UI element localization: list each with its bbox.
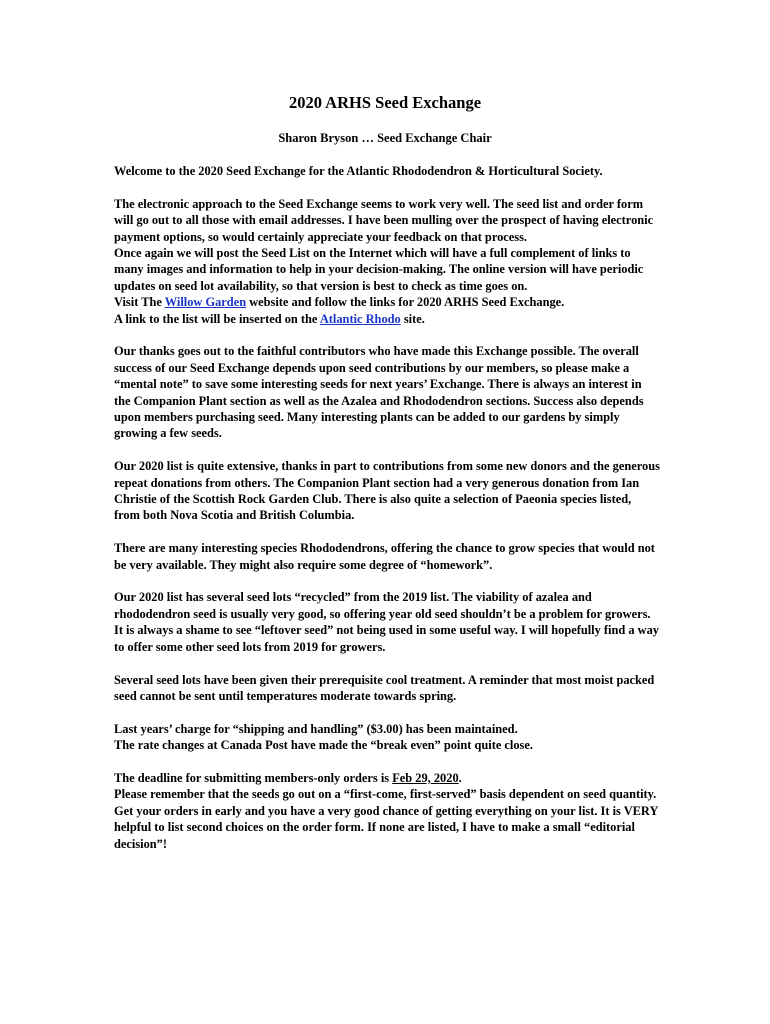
link-suffix: site. — [400, 311, 425, 326]
visit-suffix: website and follow the links for 2020 ARHS Seed Exchange. — [246, 295, 565, 310]
visit-prefix: Visit The — [114, 295, 165, 310]
thanks-paragraph: Our thanks goes out to the faithful contributors who have made this Exchange possible. The overall success of our Seed Exchange depends upon seed contributions by our members, so please make a “mental note” to save some interesting seeds for next years’ Exchange. There is always an interest in the Companion Plant section as well as the Azalea and Rhododendron sections. Success also depends upon members purchasing seed. Many interesting plants can be added to our gardens by simply growing a few seeds. — [114, 344, 644, 441]
page-title: 2020 ARHS Seed Exchange — [288, 93, 482, 112]
species-paragraph: There are many interesting species Rhododendrons, offering the chance to grow species that would not be very available. They might also require some degree of “homework”. — [114, 541, 655, 572]
shipping-line-1: Last years’ charge for “shipping and handling” ($3.00) has been maintained. — [114, 721, 518, 736]
document-body — [114, 163, 660, 852]
deadline-suffix: . — [458, 770, 462, 785]
link-prefix: A link to the list will be inserted on the — [114, 311, 320, 326]
deadline-date: Feb 29, 2020 — [392, 770, 459, 785]
extensive-paragraph: Our 2020 list is quite extensive, thanks in part to contributions from some new donors and the generous repeat donations from others. The Companion Plant section had a very generous donation from Ian Christie of the Scottish Rock Garden Club. There is also quite a selection of Paeonia species listed, from both Nova Scotia and British Columbia. — [114, 459, 660, 523]
author-line: Sharon Bryson … Seed Exchange Chair — [278, 131, 492, 145]
atlantic-rhodo-link[interactable]: Atlantic Rhodo — [319, 311, 401, 326]
welcome-paragraph: Welcome to the 2020 Seed Exchange for the Atlantic Rhododendron & Horticultural Society. — [114, 164, 603, 178]
internet-paragraph: Once again we will post the Seed List on the Internet which will have a full complement of links to many images and information to help in your decision-making. The online version will have periodic updates on seed lot availability, so that version is best to check as time goes on. — [114, 246, 644, 293]
shipping-line-2: The rate changes at Canada Post have made the “break even” point quite close. — [114, 738, 533, 753]
deadline-line — [114, 770, 660, 786]
willow-garden-link[interactable]: Willow Garden — [164, 295, 247, 310]
electronic-paragraph: The electronic approach to the Seed Exchange seems to work very well. The seed list and order form will go out to all those with email addresses. I have been mulling over the prospect of having electronic payment options, so would certainly appreciate your feedback on that process. — [114, 196, 654, 244]
atlantic-rhodo-line — [114, 311, 660, 327]
deadline-prefix: The deadline for submitting members-only orders is — [114, 770, 393, 785]
visit-line — [114, 294, 660, 310]
cool-treatment-paragraph: Several seed lots have been given their prerequisite cool treatment. A reminder that most moist packed seed cannot be sent until temperatures moderate towards spring. — [114, 672, 655, 703]
recycled-paragraph: Our 2020 list has several seed lots “recycled” from the 2019 list. The viability of azalea and rhododendron seed is usually very good, so offering year old seed shouldn’t be a problem for growers. It is always a shame to see “leftover seed” not being used in some useful way. I will hopefully find a way to offer some other seed lots from 2019 for growers. — [114, 590, 659, 654]
first-come-paragraph: Please remember that the seeds go out on a “first-come, first-served” basis dependent on seed quantity. Get your orders in early and you have a very good chance of getting everything on your list. It is VERY helpful to list second choices on the order form. If none are listed, I have to make a small “editorial decision”! — [114, 787, 658, 851]
